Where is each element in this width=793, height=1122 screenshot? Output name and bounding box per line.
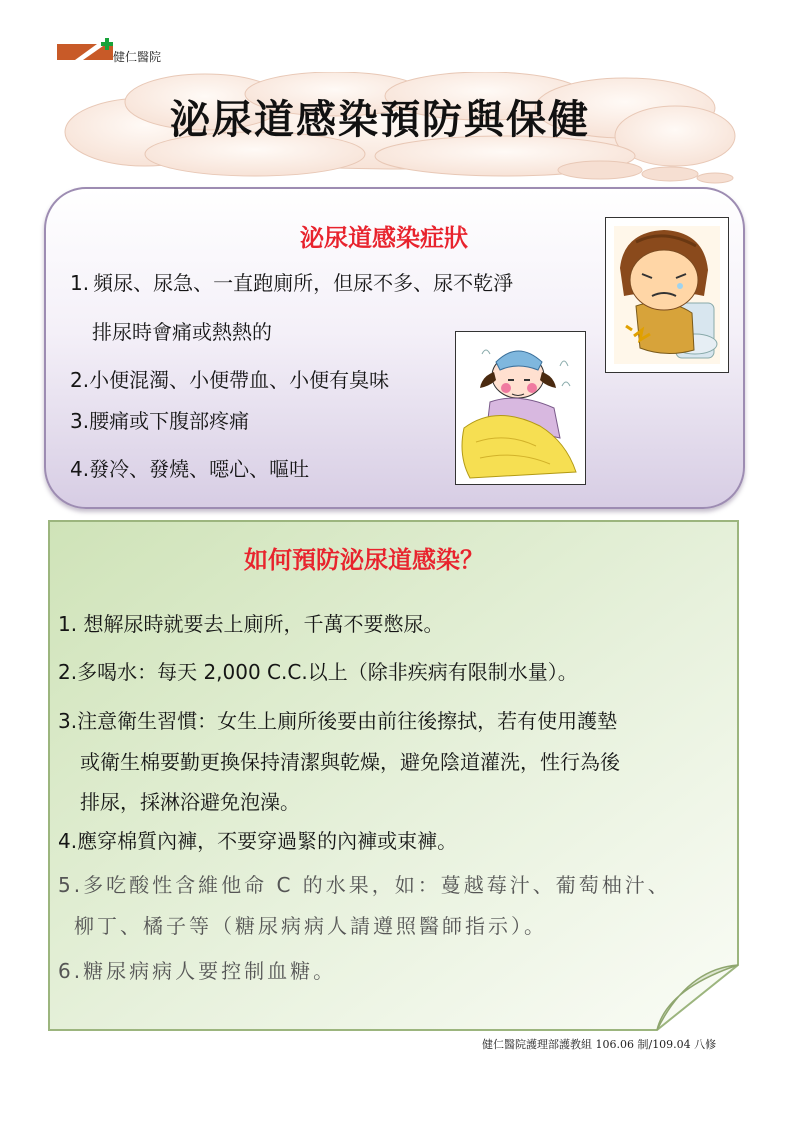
prevention-line: 3.注意衛生習慣：女生上廁所後要由前往後擦拭，若有使用護墊: [58, 709, 618, 733]
symptom-item: 4.發冷、發燒、噁心、嘔吐: [70, 457, 310, 481]
prevention-line: 2.多喝水：每天 2,000 C.C.以上（除非疾病有限制水量）。: [58, 660, 578, 684]
symptom-item: 3.腰痛或下腹部疼痛: [70, 409, 250, 433]
footer-credit: 健仁醫院護理部護教組 106.06 制/109.04 八修: [482, 1038, 717, 1051]
symptom-item: 2.小便混濁、小便帶血、小便有臭味: [70, 368, 390, 392]
symptom-item: 排尿時會痛或熱熱的: [92, 320, 272, 344]
toilet-pain-illustration: [605, 217, 729, 373]
sick-child-illustration: [455, 331, 586, 485]
prevention-line: 4.應穿棉質內褲，不要穿過緊的內褲或束褲。: [58, 829, 458, 853]
prevention-line: 排尿，採淋浴避免泡澡。: [80, 790, 300, 814]
prevention-line: 1. 想解尿時就要去上廁所，千萬不要憋尿。: [58, 612, 444, 636]
symptoms-title: 泌尿道感染症狀: [300, 224, 468, 252]
prevention-line: 5.多吃酸性含維他命 C 的水果，如：蔓越莓汁、葡萄柚汁、: [58, 873, 671, 897]
prevention-line: 6.糖尿病病人要控制血糖。: [58, 959, 337, 983]
hospital-name: 健仁醫院: [113, 50, 162, 64]
prevention-title: 如何預防泌尿道感染？: [244, 546, 484, 574]
page-title: 泌尿道感染預防與保健: [170, 97, 590, 143]
symptom-item: 1. 頻尿、尿急、一直跑廁所，但尿不多、尿不乾淨: [70, 271, 514, 295]
prevention-line: 或衛生棉要勤更換保持清潔與乾燥，避免陰道灌洗，性行為後: [80, 750, 620, 774]
prevention-line: 柳丁、橘子等（糖尿病病人請遵照醫師指示）。: [74, 914, 547, 938]
